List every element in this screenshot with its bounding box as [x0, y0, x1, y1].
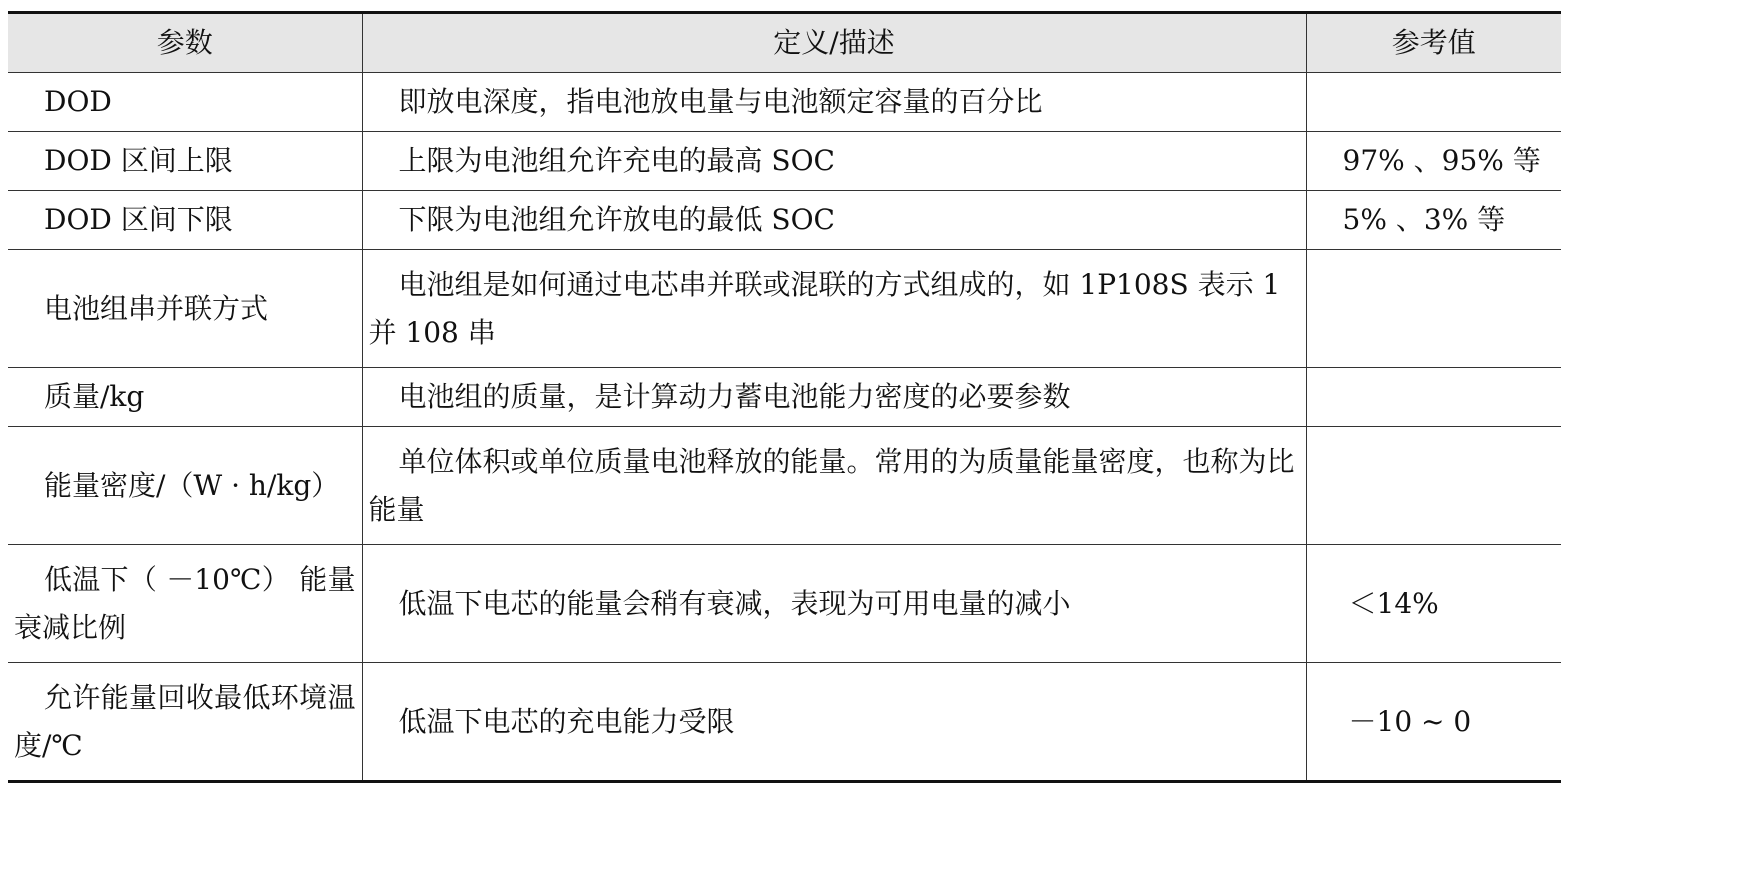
table-row — [8, 663, 1561, 782]
reference-cell: －10 ~ 0 — [1306, 663, 1561, 782]
description-cell: 低温下电芯的能量会稍有衰减，表现为可用电量的减小 — [362, 545, 1306, 663]
param-cell: 允许能量回收最低环境温度/℃ — [8, 663, 362, 782]
reference-cell — [1306, 250, 1561, 368]
reference-cell: 97% 、95% 等 — [1306, 132, 1561, 191]
reference-cell: 5% 、3% 等 — [1306, 191, 1561, 250]
header-reference-value: 参考值 — [1306, 13, 1561, 73]
description-cell: 低温下电芯的充电能力受限 — [362, 663, 1306, 782]
param-cell: 质量/kg — [8, 368, 362, 427]
description-cell: 单位体积或单位质量电池释放的能量。常用的为质量能量密度，也称为比能量 — [362, 427, 1306, 545]
table-row — [8, 73, 1561, 132]
table-row — [8, 545, 1561, 663]
param-cell: DOD 区间上限 — [8, 132, 362, 191]
table-row — [8, 191, 1561, 250]
param-cell: DOD — [8, 73, 362, 132]
header-definition: 定义/描述 — [362, 13, 1306, 73]
table-header-row — [8, 13, 1561, 73]
battery-parameter-table — [8, 11, 1561, 783]
description-cell: 即放电深度，指电池放电量与电池额定容量的百分比 — [362, 73, 1306, 132]
table-row — [8, 250, 1561, 368]
description-cell: 电池组是如何通过电芯串并联或混联的方式组成的，如 1P108S 表示 1 并 108 串 — [362, 250, 1306, 368]
param-cell: DOD 区间下限 — [8, 191, 362, 250]
reference-cell — [1306, 427, 1561, 545]
reference-cell: ＜14% — [1306, 545, 1561, 663]
param-cell: 低温下（ －10℃） 能量衰减比例 — [8, 545, 362, 663]
description-cell: 下限为电池组允许放电的最低 SOC — [362, 191, 1306, 250]
header-parameter: 参数 — [8, 13, 362, 73]
param-cell: 能量密度/（W · h/kg） — [8, 427, 362, 545]
param-cell: 电池组串并联方式 — [8, 250, 362, 368]
table-row — [8, 132, 1561, 191]
reference-cell — [1306, 368, 1561, 427]
table-row — [8, 368, 1561, 427]
description-cell: 上限为电池组允许充电的最高 SOC — [362, 132, 1306, 191]
description-cell: 电池组的质量，是计算动力蓄电池能力密度的必要参数 — [362, 368, 1306, 427]
table-row — [8, 427, 1561, 545]
reference-cell — [1306, 73, 1561, 132]
